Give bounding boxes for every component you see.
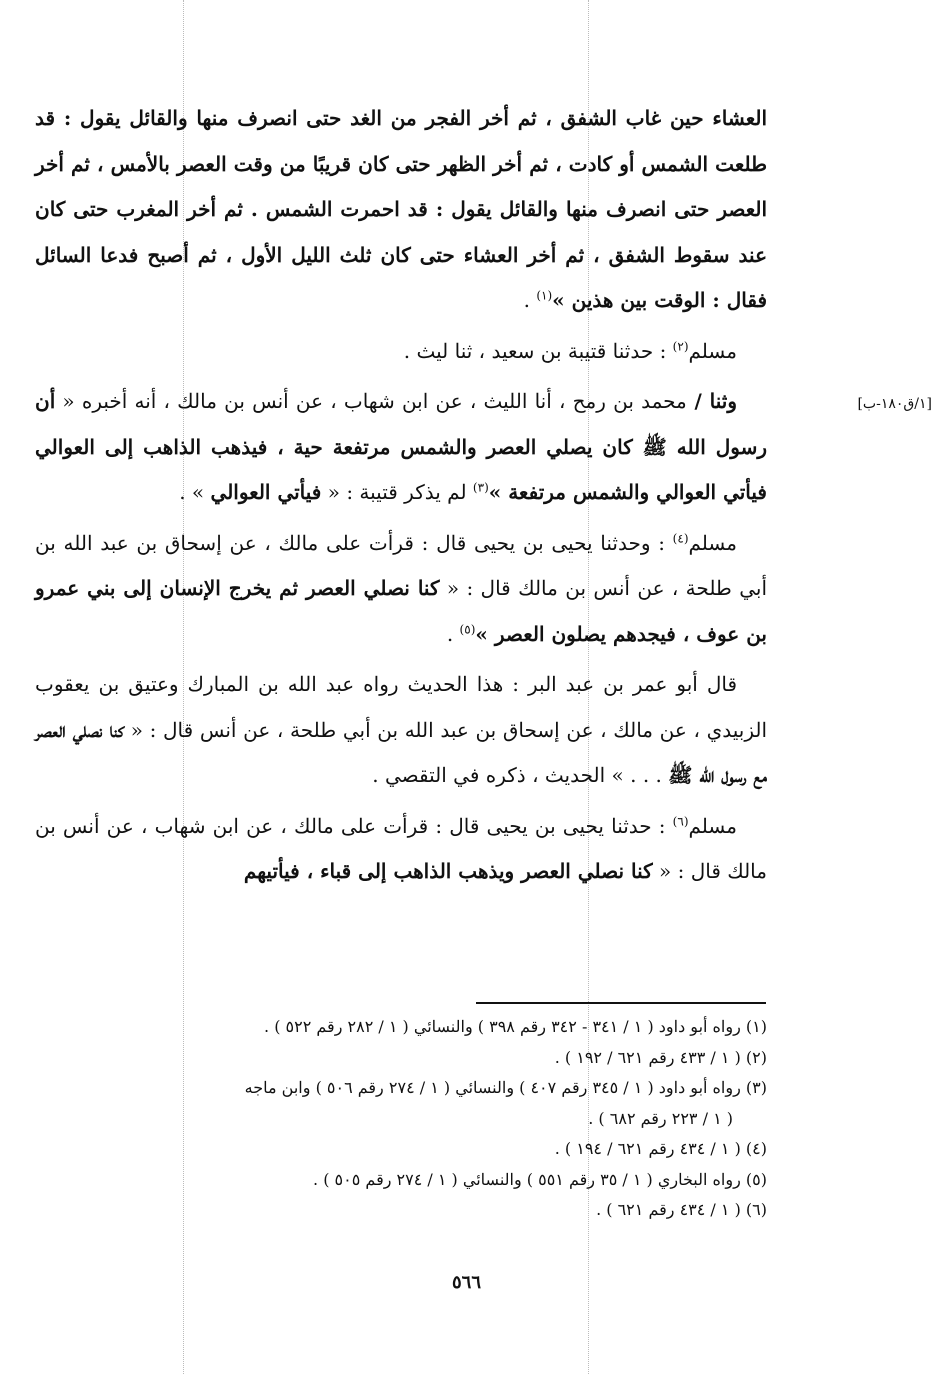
hadith-text: وثنا / bbox=[686, 389, 738, 413]
paragraph-text: محمد بن رمح ، أنا الليث ، عن ابن شهاب ، عن أنس بن مالك ، أنه أخبره « bbox=[55, 389, 687, 413]
footnote-ref: (٦) bbox=[672, 813, 689, 828]
footnote: (٣) رواه أبو داود ( ١ / ٣٤٥ رقم ٤٠٧ ) والنسائي ( ١ / ٢٧٤ رقم ٥٠٦ ) وابن ماجه bbox=[244, 1078, 767, 1097]
footnotes bbox=[30, 1012, 767, 1226]
main-text bbox=[35, 96, 767, 900]
paragraph bbox=[35, 379, 767, 516]
page-number: ٥٦٦ bbox=[451, 1272, 481, 1293]
footnote-ref: (١) bbox=[536, 288, 553, 303]
footnote: (١) رواه أبو داود ( ١ / ٣٤١ - ٣٤٢ رقم ٣٩٨ ) والنسائي ( ١ / ٢٨٢ رقم ٥٢٢ ) . bbox=[264, 1017, 767, 1036]
paragraph bbox=[35, 521, 767, 658]
paragraph-text: . bbox=[523, 288, 537, 312]
hadith-text: كنا نصلي العصر ويذهب الذاهب إلى قباء ، فيأتيهم bbox=[243, 859, 653, 883]
paragraph-text: : حدثنا قتيبة بن سعيد ، ثنا ليث . bbox=[403, 338, 673, 363]
footnote-ref: (٣) bbox=[472, 480, 489, 495]
paragraph-text: مسلم bbox=[688, 813, 737, 838]
paragraph-text: » . bbox=[179, 480, 211, 504]
hadith-text: العشاء حين غاب الشفق ، ثم أخر الفجر من الغد حتى انصرف منها والقائل يقول : قد طلعت الشمس أو كادت ، ثم أخر الظهر حتى كان قريبًا من وقت العصر بالأمس ، ثم أخر العصر حتى انصرف منها والقائل يقول : قد احمرت الشمس . ثم أخر المغرب حتى كان عند سقوط الشفق ، ثم أخر العشاء حتى كان ثلث الليل الأول ، ثم أصبح فدعا السائل فقال : الوقت بين هذين » bbox=[35, 106, 767, 312]
footnote-ref: (٤) bbox=[672, 530, 689, 545]
hadith-text: كنا نصلي العصر مع رسول الله ﷺ bbox=[35, 717, 767, 787]
manuscript-folio-marker: [١/ق١٨٠-ب] bbox=[857, 396, 932, 412]
paragraph-text: : وحدثنا يحيى بن يحيى قال : قرأت على مالك ، عن إسحاق بن عبد الله بن أبي طلحة ، عن أنس بن مالك قال : « bbox=[35, 530, 768, 600]
paragraph-text: لم يذكر قتيبة : « bbox=[321, 480, 473, 504]
paragraph-text: . . . » الحديث ، ذكره في التقصي . bbox=[372, 763, 669, 787]
footnote: (٦) ( ١ / ٤٣٤ رقم ٦٢١ ) . bbox=[596, 1200, 767, 1219]
paragraph bbox=[35, 662, 767, 799]
paragraph-text: قال أبو عمر بن عبد البر : هذا الحديث رواه عبد الله بن المبارك وعتيق بن يعقوب الزبيدي ، عن مالك ، عن إسحاق بن عبد الله بن أبي طلحة ، عن أنس قال : « bbox=[35, 672, 768, 742]
paragraph-text: مسلم bbox=[688, 338, 737, 363]
footnote-ref: (٢) bbox=[672, 338, 689, 353]
footnote: (٤) ( ١ / ٤٣٤ رقم ٦٢١ / ١٩٤ ) . bbox=[554, 1139, 767, 1158]
paragraph-text: . bbox=[446, 621, 460, 646]
footnote: ( ١ / ٢٢٣ رقم ٦٨٢ ) . bbox=[588, 1108, 733, 1128]
hadith-text: كنا نصلي العصر ثم يخرج الإنسان إلى بني عمرو بن عوف ، فيجدهم يصلون العصر » bbox=[35, 576, 767, 646]
paragraph bbox=[35, 329, 767, 375]
paragraph-text: : حدثنا يحيى بن يحيى قال : قرأت على مالك ، عن ابن شهاب ، عن أنس بن مالك قال : « bbox=[35, 813, 767, 883]
paragraph bbox=[35, 96, 767, 324]
hadith-text: فيأتي العوالي bbox=[210, 480, 322, 504]
footnote: (٥) رواه البخاري ( ١ / ٣٥ رقم ٥٥١ ) والنسائي ( ١ / ٢٧٤ رقم ٥٠٥ ) . bbox=[313, 1169, 767, 1189]
paragraph-text: مسلم bbox=[688, 530, 737, 555]
paragraph bbox=[35, 804, 767, 895]
footnote: (٢) ( ١ / ٤٣٣ رقم ٦٢١ / ١٩٢ ) . bbox=[554, 1047, 767, 1067]
footnote-separator bbox=[476, 1002, 766, 1004]
footnote-ref: (٥) bbox=[459, 621, 476, 636]
hadith-text: أن رسول الله ﷺ كان يصلي العصر والشمس مرتفعة حية ، فيذهب الذاهب إلى العوالي فيأتي العوالي والشمس مرتفعة » bbox=[35, 389, 767, 504]
